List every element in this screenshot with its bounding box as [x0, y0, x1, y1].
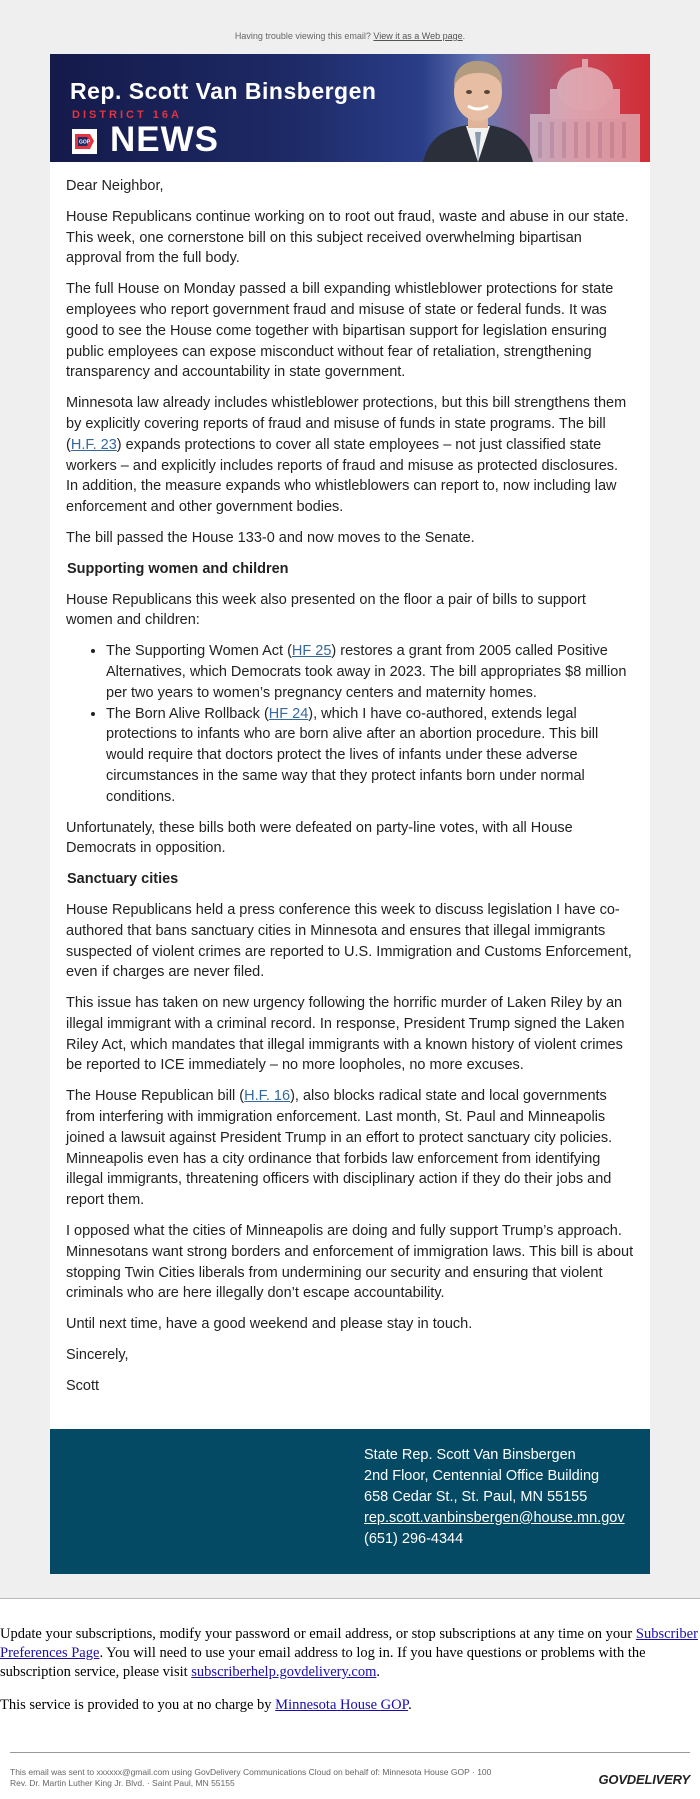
hf25-link[interactable]: HF 25 — [291, 643, 332, 660]
contact-office: 2nd Floor, Centennial Office Building — [364, 1467, 600, 1484]
paragraph-laken-riley: This issue has taken on new urgency following the horrific murder of Laken Riley by an illegal immigrant with a criminal record. In response, President Trump signed the Laken Riley Act, which mandates that illegal immigrants with a known history of violent crimes be reported to ICE immediately – no more loopholes, no more excuses. — [66, 995, 625, 1074]
contact-address — [364, 1445, 625, 1550]
gop-flag-logo — [72, 129, 97, 154]
signature: Scott — [66, 1377, 100, 1394]
hf24-link[interactable]: HF 24 — [268, 705, 309, 722]
banner-representative-name: Rep. Scott Van Binsbergen — [70, 78, 377, 104]
subscription-info — [0, 1599, 700, 1715]
banner-news-title: NEWS — [110, 120, 219, 159]
hf23-link[interactable]: H.F. 23 — [70, 436, 117, 453]
view-web-page-link[interactable]: View it as a Web page — [373, 31, 463, 41]
paragraph-whistleblower: The full House on Monday passed a bill expanding whistleblower protections for state employees who report government fraud and misuse of state or federal funds. It was good to see the House come together with bipartisan support for legislation ensuring public employees can expose misconduct without fear of retaliation, strengthening transparency and accountability in state government. — [66, 281, 614, 381]
legal-text: This email was sent to xxxxxx@gmail.com using GovDelivery Communications Cloud on behalf of: Minnesota House GOP · 100 Rev. Dr. Martin Luther King Jr. Blvd. · Saint Paul, MN 55155 — [10, 1767, 492, 1788]
heading-sanctuary-cities: Sanctuary cities — [67, 871, 179, 888]
hf16-link[interactable]: H.F. 16 — [244, 1088, 291, 1105]
subscriber-preferences-link[interactable]: Subscriber Preferences Page — [0, 1626, 698, 1661]
contact-email-link[interactable]: rep.scott.vanbinsbergen@house.mn.gov — [364, 1509, 625, 1526]
paragraph-whistleblower-details: Minnesota law already includes whistleblower protections, but this bill strengthens them by explicitly covering reports of fraud and misuse of funds in state programs. The bill (H.F. 23) expands protections to cover all state employees – not just classified state workers – and explicitly includes reports of fraud and misuse as protected disclosures. In addition, the measure expands who whistleblowers can report to, now including law enforcement and other government bodies. — [66, 395, 627, 516]
heading-supporting-women: Supporting women and children — [67, 560, 289, 577]
paragraph-defeated: Unfortunately, these bills both were defeated on party-line votes, with all House Democrats in opposition. — [66, 819, 573, 857]
paragraph-hf16: The House Republican bill (H.F. 16), also blocks radical state and local governments from interfering with immigration enforcement. Last month, St. Paul and Minneapolis joined a lawsuit against President Trump in an effort to protect sanctuary city policies. Minneapolis even has a city ordinance that forbids law enforcement from identifying illegal immigrants, threatening officers with disciplinary action if they do their jobs and report them. — [66, 1088, 613, 1209]
contact-footer — [50, 1429, 650, 1574]
newsletter-banner — [50, 54, 650, 162]
paragraph-until-next-time: Until next time, have a good weekend and please stay in touch. — [66, 1316, 473, 1333]
banner-district: DISTRICT 16A — [72, 109, 182, 121]
newsletter-body — [50, 162, 650, 1429]
representative-portrait — [418, 54, 538, 162]
list-item: • The Supporting Women Act (HF 25) restores a grant from 2005 called Positive Alternatives, which Democrats took away in 2023. The bill appropriates $8 million per two years to women’s pregnancy centers and maternity homes. — [106, 641, 634, 703]
paragraph-opposition: I opposed what the cities of Minneapolis are doing and fully support Trump’s approach. Minnesotans want strong borders and enforcement of immigration laws. This bill is about stopping Twin Cities liberals from undermining our security and ensuring that violent criminals who are here illegally don’t escape accountability. — [66, 1223, 634, 1302]
gop-logo-text: GOP — [78, 139, 91, 146]
paragraph-women-bills: House Republicans this week also presented on the floor a pair of bills to support women and children: — [66, 591, 586, 629]
footer-divider — [10, 1752, 690, 1753]
paragraph-intro: House Republicans continue working on to root out fraud, waste and abuse in our state. This week, one cornerstone bill on this subject received overwhelming bipartisan approval from the full body. — [66, 208, 629, 267]
subscription-paragraph: Update your subscriptions, modify your password or email address, or stop subscriptions at any time on your Subscriber Preferences Page. You will need to use your email address to log in. If you have questions or problems with the subscription service, please visit subscriberhelp.govdelivery.com. — [0, 1626, 698, 1680]
service-provider-paragraph: This service is provided to you at no charge by Minnesota House GOP. — [0, 1697, 412, 1713]
bill-list — [66, 641, 634, 807]
email-container — [50, 54, 650, 1574]
contact-phone: (651) 296-4344 — [364, 1530, 464, 1547]
govdelivery-logo: GOVDELIVERY — [598, 1772, 690, 1787]
closing: Sincerely, — [66, 1347, 129, 1364]
contact-name: State Rep. Scott Van Binsbergen — [364, 1446, 576, 1463]
preheader: Having trouble viewing this email? View it as a Web page. — [234, 31, 466, 41]
preheader-text: Having trouble viewing this email? — [234, 31, 371, 41]
list-item: • The Born Alive Rollback (HF 24), which I have co-authored, extends legal protections to infants who are born alive after an abortion procedure. This bill would require that doctors protect the lives of infants under these adverse circumstances in the same way that they protect infants born under normal conditions. — [106, 704, 634, 808]
greeting: Dear Neighbor, — [66, 178, 164, 194]
paragraph-vote-result: The bill passed the House 133-0 and now moves to the Senate. — [66, 529, 475, 546]
minnesota-house-gop-link[interactable]: Minnesota House GOP — [275, 1697, 409, 1713]
paragraph-press-conference: House Republicans held a press conference this week to discuss legislation I have co-authored that bans sanctuary cities in Minnesota and ensures that illegal immigrants suspected of violent crimes are reported to U.S. Immigration and Customs Enforcement, even if charges are never filed. — [66, 901, 632, 981]
subscriber-help-link[interactable]: subscriberhelp.govdelivery.com — [191, 1664, 377, 1680]
contact-street: 658 Cedar St., St. Paul, MN 55155 — [364, 1488, 588, 1505]
capitol-building-illustration — [520, 54, 650, 162]
